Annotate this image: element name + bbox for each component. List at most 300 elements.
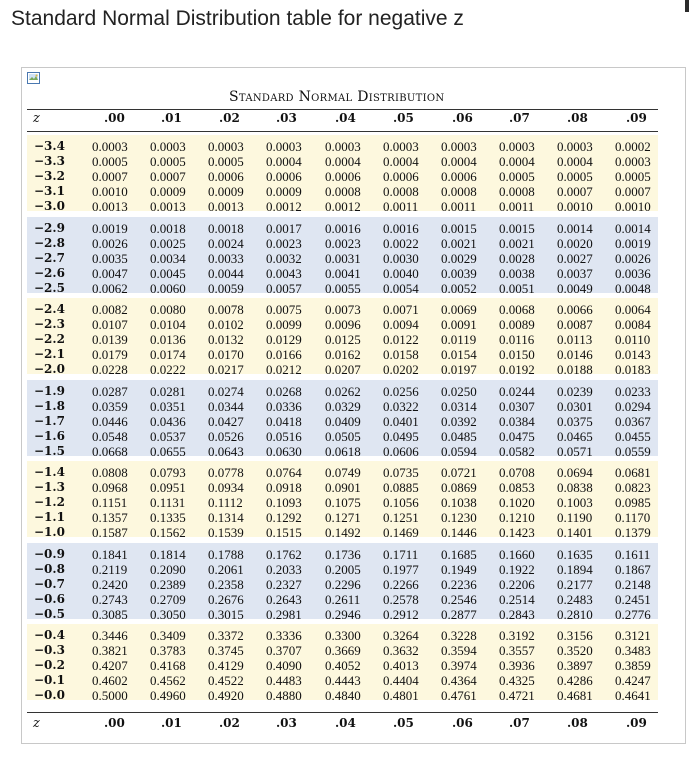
probability-cell: 0.0054	[383, 280, 419, 296]
z-value: −1.2	[34, 495, 65, 509]
probability-cell: 0.1401	[557, 525, 593, 540]
z-value: −2.2	[34, 332, 65, 346]
probability-cell: 0.3409	[150, 628, 186, 643]
table-band-blue	[27, 217, 658, 296]
probability-cell: 0.0022	[383, 235, 419, 251]
probability-cell: 0.3446	[92, 628, 128, 643]
z-value: −0.6	[34, 591, 65, 606]
probability-cell: 0.4168	[150, 658, 186, 673]
column-footer-col-2: .02	[219, 716, 240, 730]
probability-cell: 0.1587	[92, 525, 128, 540]
probability-cell: 0.0392	[441, 413, 477, 429]
z-value: −3.3	[34, 154, 65, 168]
probability-cell: 0.2206	[499, 576, 535, 592]
probability-cell: 0.4801	[383, 688, 419, 703]
probability-cell: 0.0516	[266, 428, 302, 444]
z-value: −2.3	[34, 317, 65, 331]
probability-cell: 0.1562	[150, 525, 186, 540]
probability-cell: 0.3228	[441, 628, 477, 643]
probability-cell: 0.3821	[92, 643, 128, 658]
probability-cell: 0.0150	[499, 347, 535, 362]
probability-cell: 0.1210	[499, 510, 535, 525]
probability-cell: 0.0008	[441, 184, 477, 199]
probability-cell: 0.0301	[557, 398, 593, 414]
probability-cell: 0.2743	[92, 591, 128, 607]
probability-cell: 0.4721	[499, 688, 535, 703]
header-rule-top	[27, 109, 658, 110]
probability-cell: 0.0006	[266, 169, 302, 184]
probability-cell: 0.2327	[266, 576, 302, 592]
probability-cell: 0.4761	[441, 688, 477, 703]
probability-cell: 0.1492	[325, 525, 361, 540]
probability-cell: 0.1112	[208, 495, 243, 510]
probability-cell: 0.0087	[557, 317, 593, 332]
table-row	[27, 199, 658, 214]
probability-cell: 0.0096	[325, 317, 361, 332]
table-row	[27, 414, 658, 429]
probability-cell: 0.0003	[615, 154, 651, 169]
probability-cell: 0.0015	[499, 220, 535, 236]
table-row	[27, 251, 658, 266]
column-header-col-5: .05	[393, 111, 414, 125]
probability-cell: 0.0008	[499, 184, 535, 199]
probability-cell: 0.0073	[325, 302, 361, 317]
probability-cell: 0.0084	[615, 317, 651, 332]
probability-cell: 0.4404	[383, 673, 419, 688]
column-header-col-4: .04	[335, 111, 356, 125]
table-row	[27, 628, 658, 643]
probability-cell: 0.0052	[441, 280, 477, 296]
probability-cell: 0.1230	[441, 510, 477, 525]
table-row	[27, 221, 658, 236]
probability-cell: 0.0668	[92, 443, 128, 459]
probability-cell: 0.0158	[383, 347, 419, 362]
probability-cell: 0.3745	[208, 643, 244, 658]
probability-cell: 0.4960	[150, 688, 186, 703]
probability-cell: 0.0116	[499, 332, 535, 347]
probability-cell: 0.0023	[325, 235, 361, 251]
probability-cell: 0.0010	[615, 199, 651, 214]
probability-cell: 0.0018	[208, 220, 244, 236]
probability-cell: 0.1075	[325, 495, 361, 510]
table-row	[27, 169, 658, 184]
probability-cell: 0.1003	[557, 495, 593, 510]
z-value: −0.0	[34, 688, 65, 702]
probability-cell: 0.2389	[150, 576, 186, 592]
probability-cell: 0.0401	[383, 413, 419, 429]
table-row	[27, 429, 658, 444]
probability-cell: 0.4129	[208, 658, 244, 673]
probability-cell: 0.3520	[557, 643, 593, 658]
probability-cell: 0.1977	[383, 561, 419, 577]
probability-cell: 0.1131	[150, 495, 186, 510]
probability-cell: 0.3015	[208, 606, 244, 622]
z-value: −2.6	[34, 265, 65, 280]
probability-cell: 0.0129	[266, 332, 302, 347]
probability-cell: 0.0068	[499, 302, 535, 317]
probability-cell: 0.1922	[499, 561, 535, 577]
table-row	[27, 480, 658, 495]
z-value: −3.4	[34, 139, 65, 153]
probability-cell: 0.0041	[325, 265, 361, 281]
probability-cell: 0.0028	[499, 250, 535, 266]
probability-cell: 0.0010	[92, 184, 128, 199]
probability-cell: 0.2033	[266, 561, 302, 577]
probability-cell: 0.0013	[208, 199, 244, 214]
probability-cell: 0.2676	[208, 591, 244, 607]
probability-cell: 0.0006	[441, 169, 477, 184]
probability-cell: 0.0013	[150, 199, 186, 214]
probability-cell: 0.0594	[441, 443, 477, 459]
z-value: −1.8	[34, 398, 65, 413]
probability-cell: 0.0014	[615, 220, 651, 236]
probability-cell: 0.0059	[208, 280, 244, 296]
probability-cell: 0.0125	[325, 332, 361, 347]
probability-cell: 0.2981	[266, 606, 302, 622]
column-footer-col-8: .08	[567, 716, 588, 730]
table-row	[27, 302, 658, 317]
probability-cell: 0.0250	[441, 383, 477, 399]
column-footer-col-6: .06	[452, 716, 473, 730]
probability-cell: 0.0853	[499, 480, 535, 495]
probability-cell: 0.0375	[557, 413, 593, 429]
z-value: −1.7	[34, 413, 65, 428]
probability-cell: 0.1056	[383, 495, 419, 510]
probability-cell: 0.0004	[557, 154, 593, 169]
column-header-col-8: .08	[567, 111, 588, 125]
probability-cell: 0.1515	[266, 525, 302, 540]
probability-cell: 0.0047	[92, 265, 128, 281]
z-value: −1.4	[34, 465, 65, 479]
probability-cell: 0.0023	[266, 235, 302, 251]
probability-cell: 0.0119	[441, 332, 477, 347]
probability-cell: 0.0005	[208, 154, 244, 169]
probability-cell: 0.1736	[325, 546, 361, 562]
probability-cell: 0.0764	[266, 465, 302, 480]
probability-cell: 0.1357	[92, 510, 128, 525]
probability-cell: 0.2061	[208, 561, 244, 577]
probability-cell: 0.0367	[615, 413, 651, 429]
probability-cell: 0.0681	[615, 465, 651, 480]
probability-cell: 0.1446	[441, 525, 477, 540]
column-footer-col-7: .07	[509, 716, 530, 730]
column-footer-col-9: .09	[626, 716, 647, 730]
probability-cell: 0.5000	[92, 688, 128, 703]
probability-cell: 0.0485	[441, 428, 477, 444]
probability-cell: 0.2709	[150, 591, 186, 607]
probability-cell: 0.1093	[266, 495, 302, 510]
probability-cell: 0.0057	[266, 280, 302, 296]
z-value: −2.8	[34, 235, 65, 250]
probability-cell: 0.1762	[266, 546, 302, 562]
probability-cell: 0.0006	[208, 169, 244, 184]
probability-cell: 0.0066	[557, 302, 593, 317]
z-value: −2.1	[34, 347, 65, 361]
z-value: −3.0	[34, 199, 65, 213]
probability-cell: 0.0013	[92, 199, 128, 214]
column-footer-z-label: z	[33, 716, 40, 731]
probability-cell: 0.0051	[499, 280, 535, 296]
probability-cell: 0.0749	[325, 465, 361, 480]
probability-cell: 0.0026	[92, 235, 128, 251]
probability-cell: 0.0005	[615, 169, 651, 184]
table-row	[27, 592, 658, 607]
probability-cell: 0.1611	[615, 546, 651, 562]
probability-cell: 0.0384	[499, 413, 535, 429]
probability-cell: 0.0351	[150, 398, 186, 414]
table-band-yellow	[27, 461, 658, 540]
probability-cell: 0.0708	[499, 465, 535, 480]
probability-cell: 0.0102	[208, 317, 244, 332]
probability-cell: 0.0239	[557, 383, 593, 399]
table-row	[27, 266, 658, 281]
probability-cell: 0.1038	[441, 495, 477, 510]
probability-cell: 0.4562	[150, 673, 186, 688]
column-header-col-7: .07	[509, 111, 530, 125]
probability-cell: 0.0026	[615, 250, 651, 266]
probability-cell: 0.0548	[92, 428, 128, 444]
table-row	[27, 332, 658, 347]
probability-cell: 0.0793	[150, 465, 186, 480]
probability-cell: 0.0005	[92, 154, 128, 169]
probability-cell: 0.0011	[441, 199, 477, 214]
probability-cell: 0.0044	[208, 265, 244, 281]
z-value: −0.4	[34, 628, 65, 642]
probability-cell: 0.0005	[499, 169, 535, 184]
probability-cell: 0.0314	[441, 398, 477, 414]
probability-cell: 0.0069	[441, 302, 477, 317]
probability-cell: 0.3336	[266, 628, 302, 643]
probability-cell: 0.0571	[557, 443, 593, 459]
table-row	[27, 399, 658, 414]
z-value: −2.0	[34, 362, 65, 376]
probability-cell: 0.0336	[266, 398, 302, 414]
probability-cell: 0.2420	[92, 576, 128, 592]
probability-cell: 0.0082	[92, 302, 128, 317]
probability-cell: 0.3264	[383, 628, 419, 643]
probability-cell: 0.0033	[208, 250, 244, 266]
probability-cell: 0.0268	[266, 383, 302, 399]
probability-cell: 0.0003	[150, 139, 186, 154]
probability-cell: 0.0094	[383, 317, 419, 332]
probability-cell: 0.0012	[325, 199, 361, 214]
probability-cell: 0.0179	[92, 347, 128, 362]
table-row	[27, 547, 658, 562]
z-value: −0.2	[34, 658, 65, 672]
z-value: −1.6	[34, 428, 65, 443]
probability-cell: 0.0009	[208, 184, 244, 199]
probability-cell: 0.0143	[615, 347, 651, 362]
table-row	[27, 139, 658, 154]
probability-cell: 0.0007	[557, 184, 593, 199]
probability-cell: 0.1469	[383, 525, 419, 540]
probability-cell: 0.0630	[266, 443, 302, 459]
probability-cell: 0.4681	[557, 688, 593, 703]
probability-cell: 0.0183	[615, 362, 651, 377]
probability-cell: 0.0080	[150, 302, 186, 317]
probability-cell: 0.0274	[208, 383, 244, 399]
probability-cell: 0.0007	[615, 184, 651, 199]
probability-cell: 0.0062	[92, 280, 128, 296]
probability-cell: 0.0040	[383, 265, 419, 281]
probability-cell: 0.3974	[441, 658, 477, 673]
table-row	[27, 154, 658, 169]
probability-cell: 0.1949	[441, 561, 477, 577]
probability-cell: 0.0025	[150, 235, 186, 251]
probability-cell: 0.2810	[557, 606, 593, 622]
probability-cell: 0.3121	[615, 628, 651, 643]
probability-cell: 0.0003	[383, 139, 419, 154]
probability-cell: 0.0003	[208, 139, 244, 154]
probability-cell: 0.0228	[92, 362, 128, 377]
probability-cell: 0.0721	[441, 465, 477, 480]
probability-cell: 0.0018	[150, 220, 186, 236]
probability-cell: 0.0003	[266, 139, 302, 154]
column-header-bottom	[0, 716, 697, 734]
probability-cell: 0.0694	[557, 465, 593, 480]
table-row	[27, 688, 658, 703]
probability-cell: 0.0262	[325, 383, 361, 399]
table-row	[27, 317, 658, 332]
probability-cell: 0.2877	[441, 606, 477, 622]
probability-cell: 0.0188	[557, 362, 593, 377]
probability-cell: 0.0045	[150, 265, 186, 281]
probability-cell: 0.1660	[499, 546, 535, 562]
probability-cell: 0.1635	[557, 546, 593, 562]
probability-cell: 0.0048	[615, 280, 651, 296]
probability-cell: 0.2266	[383, 576, 419, 592]
probability-cell: 0.0055	[325, 280, 361, 296]
probability-cell: 0.0008	[325, 184, 361, 199]
probability-cell: 0.0207	[325, 362, 361, 377]
probability-cell: 0.0008	[383, 184, 419, 199]
scrollbar-thumb[interactable]	[685, 0, 689, 12]
probability-cell: 0.1170	[615, 510, 651, 525]
probability-cell: 0.1841	[92, 546, 128, 562]
probability-cell: 0.0778	[208, 465, 244, 480]
z-value: −1.0	[34, 525, 65, 539]
probability-cell: 0.0136	[150, 332, 186, 347]
page-title: Standard Normal Distribution table for negative z	[11, 7, 464, 30]
probability-cell: 0.0037	[557, 265, 593, 281]
probability-cell: 0.3859	[615, 658, 651, 673]
probability-cell: 0.3192	[499, 628, 535, 643]
probability-cell: 0.0036	[615, 265, 651, 281]
probability-cell: 0.0170	[208, 347, 244, 362]
probability-cell: 0.0918	[266, 480, 302, 495]
column-footer-col-0: .00	[104, 716, 125, 730]
probability-cell: 0.0089	[499, 317, 535, 332]
image-icon	[27, 72, 40, 84]
probability-cell: 0.4641	[615, 688, 651, 703]
probability-cell: 0.0256	[383, 383, 419, 399]
probability-cell: 0.0017	[266, 220, 302, 236]
probability-cell: 0.0107	[92, 317, 128, 332]
probability-cell: 0.0004	[441, 154, 477, 169]
probability-cell: 0.0222	[150, 362, 186, 377]
probability-cell: 0.2358	[208, 576, 244, 592]
probability-cell: 0.0951	[150, 480, 186, 495]
probability-cell: 0.4880	[266, 688, 302, 703]
probability-cell: 0.0012	[266, 199, 302, 214]
probability-cell: 0.1788	[208, 546, 244, 562]
table-row	[27, 607, 658, 622]
probability-cell: 0.2611	[325, 591, 361, 607]
probability-cell: 0.0003	[325, 139, 361, 154]
probability-cell: 0.0003	[499, 139, 535, 154]
z-value: −2.7	[34, 250, 65, 265]
probability-cell: 0.0174	[150, 347, 186, 362]
z-value: −0.1	[34, 673, 65, 687]
column-footer-col-5: .05	[393, 716, 414, 730]
probability-cell: 0.3050	[150, 606, 186, 622]
probability-cell: 0.0359	[92, 398, 128, 414]
probability-cell: 0.0009	[150, 184, 186, 199]
probability-cell: 0.0104	[150, 317, 186, 332]
probability-cell: 0.4483	[266, 673, 302, 688]
probability-cell: 0.0885	[383, 480, 419, 495]
probability-cell: 0.0003	[441, 139, 477, 154]
probability-cell: 0.0217	[208, 362, 244, 377]
probability-cell: 0.0934	[208, 480, 244, 495]
probability-cell: 0.4052	[325, 658, 361, 673]
probability-cell: 0.2578	[383, 591, 419, 607]
probability-cell: 0.2776	[615, 606, 651, 622]
probability-cell: 0.0110	[615, 332, 651, 347]
table-band-blue	[27, 380, 658, 459]
probability-cell: 0.0202	[383, 362, 419, 377]
z-value: −2.5	[34, 280, 65, 295]
probability-cell: 0.0005	[150, 154, 186, 169]
probability-cell: 0.0281	[150, 383, 186, 399]
probability-cell: 0.4920	[208, 688, 244, 703]
table-row	[27, 465, 658, 480]
column-header-col-9: .09	[626, 111, 647, 125]
probability-cell: 0.0294	[615, 398, 651, 414]
column-footer-col-4: .04	[335, 716, 356, 730]
table-row	[27, 444, 658, 459]
probability-cell: 0.0307	[499, 398, 535, 414]
table-row	[27, 643, 658, 658]
z-value: −1.5	[34, 443, 65, 458]
probability-cell: 0.0027	[557, 250, 593, 266]
probability-cell: 0.0643	[208, 443, 244, 459]
probability-cell: 0.0004	[266, 154, 302, 169]
probability-cell: 0.0455	[615, 428, 651, 444]
z-value: −0.9	[34, 546, 65, 561]
probability-cell: 0.0021	[499, 235, 535, 251]
probability-cell: 0.3632	[383, 643, 419, 658]
probability-cell: 0.0075	[266, 302, 302, 317]
probability-cell: 0.4286	[557, 673, 593, 688]
table-row	[27, 347, 658, 362]
probability-cell: 0.0060	[150, 280, 186, 296]
column-header-top	[0, 111, 697, 129]
probability-cell: 0.2483	[557, 591, 593, 607]
probability-cell: 0.0655	[150, 443, 186, 459]
table-row	[27, 495, 658, 510]
table-row	[27, 577, 658, 592]
probability-cell: 0.1335	[150, 510, 186, 525]
probability-cell: 0.4840	[325, 688, 361, 703]
table-row	[27, 525, 658, 540]
probability-cell: 0.3483	[615, 643, 651, 658]
probability-cell: 0.1190	[557, 510, 593, 525]
probability-cell: 0.3669	[325, 643, 361, 658]
table-row	[27, 658, 658, 673]
table-row	[27, 562, 658, 577]
probability-cell: 0.0146	[557, 347, 593, 362]
